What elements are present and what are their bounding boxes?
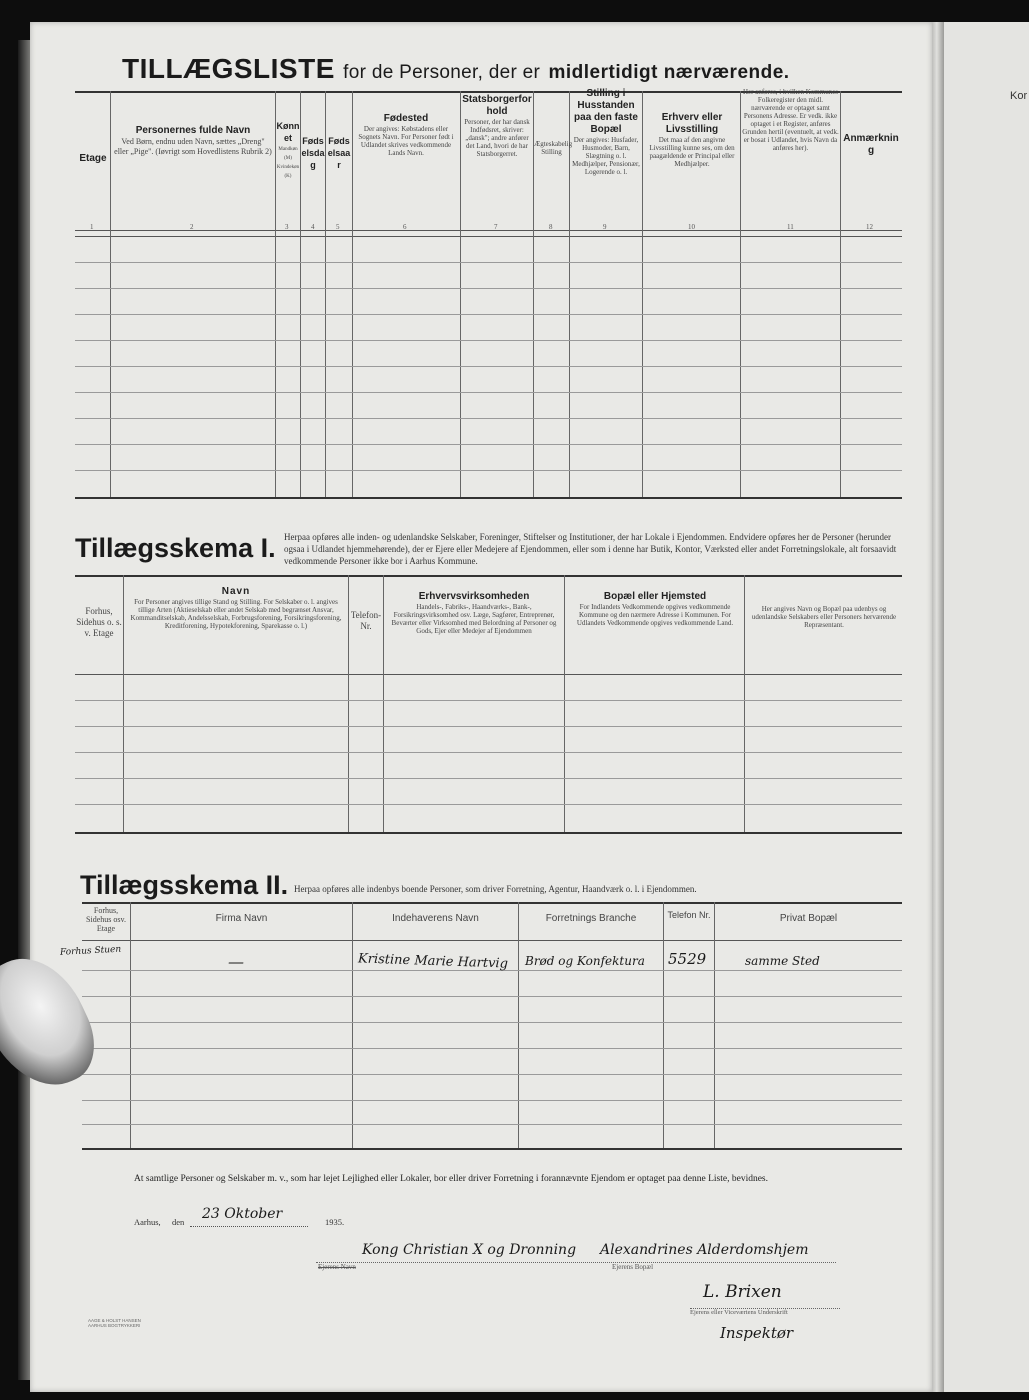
owner-name-handwritten: Kong Christian X og Dronning — [362, 1242, 577, 1258]
year-label: 1935. — [325, 1217, 345, 1227]
t1-num: 2 — [190, 223, 194, 231]
attestation-text: At samtlige Personer og Selskaber m. v., som har lejet Lejlighed eller Lokaler, bor eller driver Forretning i forannævnte Ejendom er optaget paa denne Liste, bevidnes. — [134, 1174, 768, 1184]
t1-num: 7 — [494, 223, 498, 231]
s2-sep — [663, 902, 664, 1148]
t1-row-rule — [75, 288, 902, 289]
t1-num: 10 — [688, 223, 695, 231]
s1-col-telefon: Telefon-Nr. — [350, 610, 382, 631]
t1-col-anmaerkning: Anmærkning — [843, 133, 899, 156]
t1-num: 6 — [403, 223, 407, 231]
s2-bottom-rule — [82, 1148, 902, 1150]
s2-sep — [130, 902, 131, 1148]
t1-col-foedested: Fødested Der angives: Købstadens eller Sognets Navn. For Personer født i Udlandet skrives vedkommende Lands Navn. — [358, 113, 454, 157]
owner-name-label: Ejerens Navn — [318, 1263, 356, 1271]
t1-row-rule — [75, 366, 902, 367]
s1-row-rule — [75, 700, 902, 701]
skema1-title: Tillægsskema I. — [75, 533, 276, 563]
t1-col-koen: Kønnet Mandkøn (M) Kvindekøn (K) — [276, 121, 300, 179]
facing-page-label: Kor — [1010, 90, 1028, 102]
t1-col-statsborger: Statsborgerforhold Personer, der har dansk Indfødsret, skriver: „dansk"; andre anfører det Land, hvori de har Statsborgerret. — [462, 94, 532, 158]
t1-row-rule — [75, 392, 902, 393]
s1-sep — [348, 575, 349, 832]
s2-cell-etage: Forhus Stuen — [59, 944, 122, 958]
t1-col-foedselsaar: Fødselsaar — [327, 136, 351, 170]
register-page — [30, 22, 932, 1392]
t1-sep — [840, 91, 841, 497]
s1-sep — [383, 575, 384, 832]
s1-header-rule — [75, 674, 902, 675]
t1-sep — [460, 91, 461, 497]
s1-col-navn: Navn For Personer angives tillige Stand og Stilling. For Selskaber o. l. angives tillige Arten (Aktieselskab eller andet Selskab med begrænset Ansvar, Kommanditselskab, Andelsselskab, Forbrugsforening, Forsikringsforening, Kreditforening, Hypotekforening, Sparekasse o. l.) — [130, 586, 342, 630]
t1-num: 4 — [311, 223, 315, 231]
date-field-line — [190, 1226, 308, 1227]
t1-row-rule — [75, 262, 902, 263]
s1-row-rule — [75, 778, 902, 779]
s2-header-rule — [82, 940, 902, 941]
facing-page — [944, 22, 1029, 1392]
t1-col-navn: Personernes fulde Navn Ved Børn, endnu uden Navn, sættes „Dreng" eller „Pige". (Iøvrigt som Hovedlistens Rubrik 2) — [114, 125, 272, 156]
skema1-description: Herpaa opføres alle inden- og udenlandske Selskaber, Foreninger, Stiftelser og Institutioner, der har Lokale i Ejendommen. Endvidere opføres her de Personer (herunder ogsaa i Udlandet hjemmehørende), der er Ejere eller Medejere af Ejendommen, eller som i denne har Butik, Kontor, Værksted eller andet Forretningslokale, alt forsaavidt vedkommende Personer ikke bor i Aarhus Kommune. — [284, 532, 897, 566]
s2-row-rule — [82, 1074, 902, 1075]
signature-label: Ejerens eller Viceværtens Underskrift — [690, 1309, 788, 1316]
s1-bottom-rule — [75, 832, 902, 834]
s2-sep — [518, 902, 519, 1148]
s2-row-rule — [82, 1124, 902, 1125]
s2-cell-bopael: samme Sted — [745, 954, 820, 968]
s1-col-bopael: Bopæl eller Hjemsted For Indlandets Vedkommende opgives vedkommende Kommune og den nærmere Adresse i Kommunen. For Udlandets Vedkommende opgives vedkommende Land. — [576, 591, 734, 627]
s2-col-etage: Forhus, Sidehus osv. Etage — [86, 906, 126, 933]
s1-sep — [564, 575, 565, 832]
s2-col-bopael: Privat Bopæl — [779, 913, 838, 924]
t1-col-foedselsdag: Fødselsdag — [301, 136, 325, 170]
owner-bopael-label: Ejerens Bopæl — [612, 1263, 654, 1271]
t1-num: 9 — [603, 223, 607, 231]
skema2-title: Tillægsskema II. — [80, 870, 289, 900]
t1-row-rule — [75, 444, 902, 445]
s2-sep — [714, 902, 715, 1148]
t1-col-aegteskab: Ægteskabelig Stilling — [534, 140, 573, 156]
printer-imprint: AAGE & HOLST HANSEN AARHUS BOGTRYKKERI — [88, 1318, 141, 1328]
date-handwritten: 23 Oktober — [202, 1206, 283, 1222]
t1-num: 1 — [90, 223, 94, 231]
s2-sep — [352, 902, 353, 1148]
signature-handwritten: L. Brixen — [703, 1282, 782, 1302]
city-label: Aarhus, — [134, 1217, 161, 1227]
t1-col-stilling: Stilling i Husstanden paa den faste Bopæl Der angives: Husfader, Husmoder, Barn, Slægtning o. l. Medhjælper, Pensionær, Logerende o. l. — [572, 88, 640, 176]
t1-sep — [352, 91, 353, 497]
s2-cell-firma: — — [228, 952, 244, 971]
t1-col-adresse: Her anføres, i hvilken Kommunes Folkeregister den midl. nærværende er optaget samt Personens Adresse. Er vedk. ikke optaget i et Register, anføres Grunden hertil (eventuelt, at vedk. er bosat i Udlandet, hvis Navn da anføres her). — [742, 88, 839, 152]
owner-bopael-handwritten: Alexandrines Alderdomshjem — [600, 1242, 809, 1258]
t1-col-erhverv: Erhverv eller Livsstilling Det maa af den angivne Livsstilling kunne ses, om den paagældende er Principal eller Medhjælper. — [649, 112, 735, 168]
t1-row-rule — [75, 470, 902, 471]
s1-row-rule — [75, 804, 902, 805]
s2-row-rule — [82, 996, 902, 997]
s2-row-rule — [82, 1100, 902, 1101]
den-label: den — [172, 1217, 185, 1227]
s1-col-repraesentant: Her angives Navn og Bopæl paa udenbys og udenlandske Selskabers eller Personers herværende Repræsentant. — [751, 605, 897, 629]
title-sub: for de Personer, der er — [343, 62, 541, 83]
book-spine — [932, 22, 944, 1392]
s2-cell-telefon: 5529 — [668, 950, 707, 968]
t1-row-rule — [75, 340, 902, 341]
t1-row-rule — [75, 418, 902, 419]
table1-bottom-rule — [75, 497, 902, 499]
table1-header-rule — [75, 230, 902, 231]
t1-sep — [110, 91, 111, 497]
s2-top-rule — [82, 902, 902, 904]
t1-row-rule — [75, 314, 902, 315]
s1-row-rule — [75, 726, 902, 727]
s1-col-etage: Forhus, Sidehus o. s. v. Etage — [76, 606, 122, 638]
s1-col-erhverv: Erhvervsvirksomheden Handels-, Fabriks-, Haandværks-, Bank-, Forsikringsvirksomhed osv. Læge, Sagfører, Entreprenør, Beværter eller Virksomhed med Belordning af Personer og Gods, Ejer eller Medejer af Ejendommen — [391, 591, 557, 635]
s1-sep — [123, 575, 124, 832]
t1-col-etage: Etage — [79, 153, 107, 164]
t1-num: 11 — [787, 223, 794, 231]
s1-row-rule — [75, 752, 902, 753]
s2-cell-indehaver: Kristine Marie Hartvig — [357, 951, 509, 972]
title-sub-bold: midlertidigt nærværende. — [548, 62, 790, 83]
t1-num: 8 — [549, 223, 553, 231]
table1-header-rule2 — [75, 236, 902, 237]
t1-sep — [642, 91, 643, 497]
t1-sep — [740, 91, 741, 497]
page-edge-left — [18, 40, 30, 1380]
s1-top-rule — [75, 575, 902, 577]
s2-row-rule — [82, 1048, 902, 1049]
s1-sep — [744, 575, 745, 832]
title-handwritten: Inspektør — [720, 1324, 794, 1342]
s2-col-telefon: Telefon Nr. — [667, 910, 711, 920]
s2-col-branche: Forretnings Branche — [545, 913, 637, 924]
t1-num: 5 — [336, 223, 340, 231]
s2-cell-branche: Brød og Konfektura — [525, 954, 645, 968]
s2-col-firma: Firma Navn — [215, 913, 268, 924]
t1-num: 3 — [285, 223, 289, 231]
s2-row-rule — [82, 1022, 902, 1023]
title-main: TILLÆGSLISTE — [122, 53, 335, 84]
main-title — [122, 53, 790, 85]
s2-col-indehaver: Indehaverens Navn — [392, 913, 479, 924]
t1-num: 12 — [866, 223, 873, 231]
skema2-description: Herpaa opføres alle indenbys boende Personer, som driver Forretning, Agentur, Haandværk o. l. i Ejendommen. — [294, 884, 697, 894]
owner-field-line — [316, 1262, 836, 1263]
t1-sep — [569, 91, 570, 497]
